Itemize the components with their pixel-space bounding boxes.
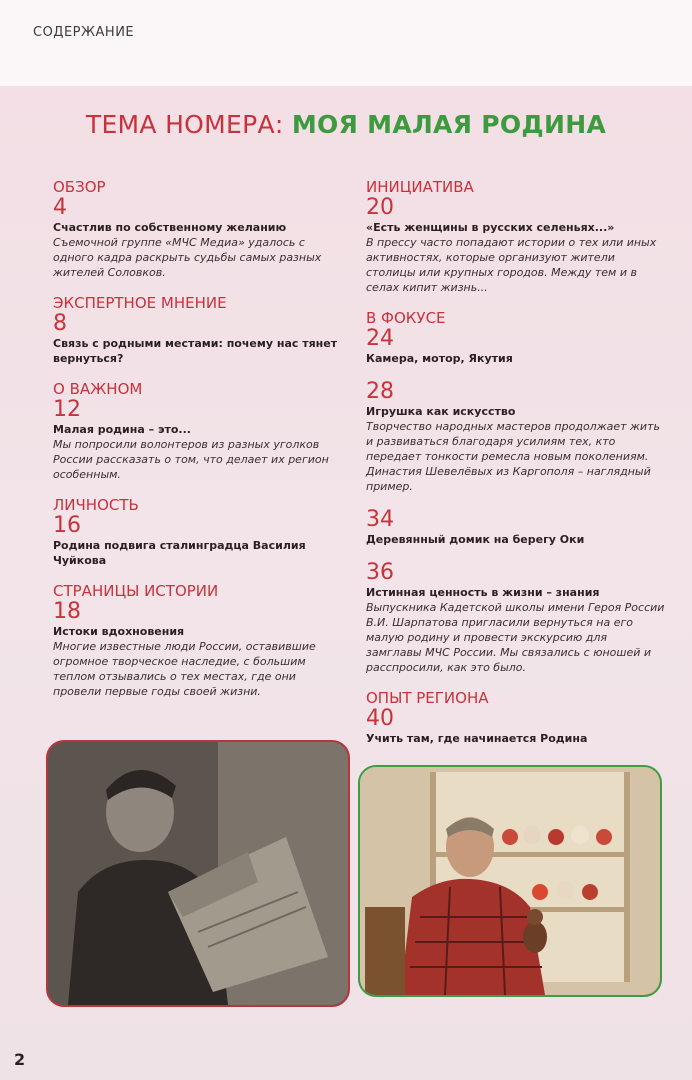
page-number: 40 bbox=[366, 706, 394, 731]
page-number: 18 bbox=[53, 599, 81, 624]
article-description: Многие известные люди России, оставившие огромное творческое наследие, с большим теплом отзывались о тех местах, где они провели первые годы своей жизни. bbox=[53, 640, 316, 698]
page-number: 28 bbox=[366, 379, 394, 404]
theme-title: МОЯ МАЛАЯ РОДИНА bbox=[291, 110, 607, 139]
toc-entry[interactable] bbox=[53, 496, 338, 568]
article-description: Выпускника Кадетской школы имени Героя России В.И. Шарпатова пригласили вернуться на его малую родину и провести экскурсию для замглавы МЧС России. Мы связались с юношей и расспросили, как это было. bbox=[366, 601, 665, 674]
article-title: Счастлив по собственному желанию bbox=[53, 221, 287, 234]
page-number: 4 bbox=[53, 195, 67, 220]
toc-entry[interactable] bbox=[53, 294, 338, 366]
article-title: Истинная ценность в жизни – знания bbox=[366, 586, 600, 599]
toc-entry[interactable] bbox=[366, 380, 666, 494]
header-label: СОДЕРЖАНИЕ bbox=[33, 25, 135, 40]
article-title: «Есть женщины в русских селеньях...» bbox=[366, 221, 615, 234]
section-title: СТРАНИЦЫ ИСТОРИИ bbox=[53, 582, 219, 600]
toc-entry[interactable] bbox=[366, 178, 666, 295]
top-band bbox=[0, 0, 692, 86]
toc-entry[interactable] bbox=[366, 689, 666, 746]
section-title: В ФОКУСЕ bbox=[366, 309, 446, 327]
page-number: 36 bbox=[366, 560, 394, 585]
article-description: Мы попросили волонтеров из разных уголков России рассказать о том, что делает их регион особенным. bbox=[53, 438, 329, 481]
page-number: 8 bbox=[53, 311, 67, 336]
section-title: ЭКСПЕРТНОЕ МНЕНИЕ bbox=[53, 294, 227, 312]
right-column bbox=[366, 178, 666, 746]
article-title: Игрушка как искусство bbox=[366, 405, 516, 418]
page-number: 34 bbox=[366, 507, 394, 532]
article-description: Съемочной группе «МЧС Медиа» удалось с одного кадра раскрыть судьбы самых разных жителей Соловков. bbox=[53, 236, 322, 279]
page-number: 12 bbox=[53, 397, 81, 422]
toc-entry[interactable] bbox=[366, 508, 666, 547]
section-title: О ВАЖНОМ bbox=[53, 380, 143, 398]
article-title: Камера, мотор, Якутия bbox=[366, 352, 513, 365]
article-title: Малая родина – это... bbox=[53, 423, 191, 436]
toc-entry[interactable] bbox=[366, 561, 666, 675]
article-description: Творчество народных мастеров продолжает жить и развиваться благодаря усилиям тех, кто передает тонкости ремесла новым поколениям. Династия Шевелёвых из Каргополя – наглядный пример. bbox=[366, 420, 660, 493]
article-description: В прессу часто попадают истории о тех или иных активностях, которые организуют жители столицы или крупных городов. Между тем и в селах кипит жизнь... bbox=[366, 236, 657, 294]
article-title: Истоки вдохновения bbox=[53, 625, 185, 638]
toc-entry[interactable] bbox=[366, 309, 666, 366]
page-number: 20 bbox=[366, 195, 394, 220]
page-number: 16 bbox=[53, 513, 81, 538]
theme-prefix: ТЕМА НОМЕРА: bbox=[85, 110, 284, 139]
craftsman-illustration bbox=[360, 767, 660, 995]
section-title: ИНИЦИАТИВА bbox=[366, 178, 474, 196]
section-title: ЛИЧНОСТЬ bbox=[53, 496, 139, 514]
craftsman-photo bbox=[358, 765, 662, 997]
article-title: Связь с родными местами: почему нас тянет вернуться? bbox=[53, 337, 338, 365]
article-title: Деревянный домик на берегу Оки bbox=[366, 533, 585, 546]
left-column bbox=[53, 178, 338, 699]
toc-entry[interactable] bbox=[53, 582, 338, 699]
section-title: ОБЗОР bbox=[53, 178, 106, 196]
page-number-footer: 2 bbox=[14, 1050, 26, 1069]
toc-entry[interactable] bbox=[53, 178, 338, 280]
article-title: Учить там, где начинается Родина bbox=[366, 732, 588, 745]
toc-entry[interactable] bbox=[53, 380, 338, 482]
article-title: Родина подвига сталинградца Василия Чуйкова bbox=[53, 539, 306, 567]
page-number: 24 bbox=[366, 326, 394, 351]
issue-theme-heading bbox=[0, 110, 692, 139]
historical-portrait-photo bbox=[46, 740, 350, 1007]
section-title: ОПЫТ РЕГИОНА bbox=[366, 689, 489, 707]
portrait-illustration bbox=[48, 742, 348, 1005]
